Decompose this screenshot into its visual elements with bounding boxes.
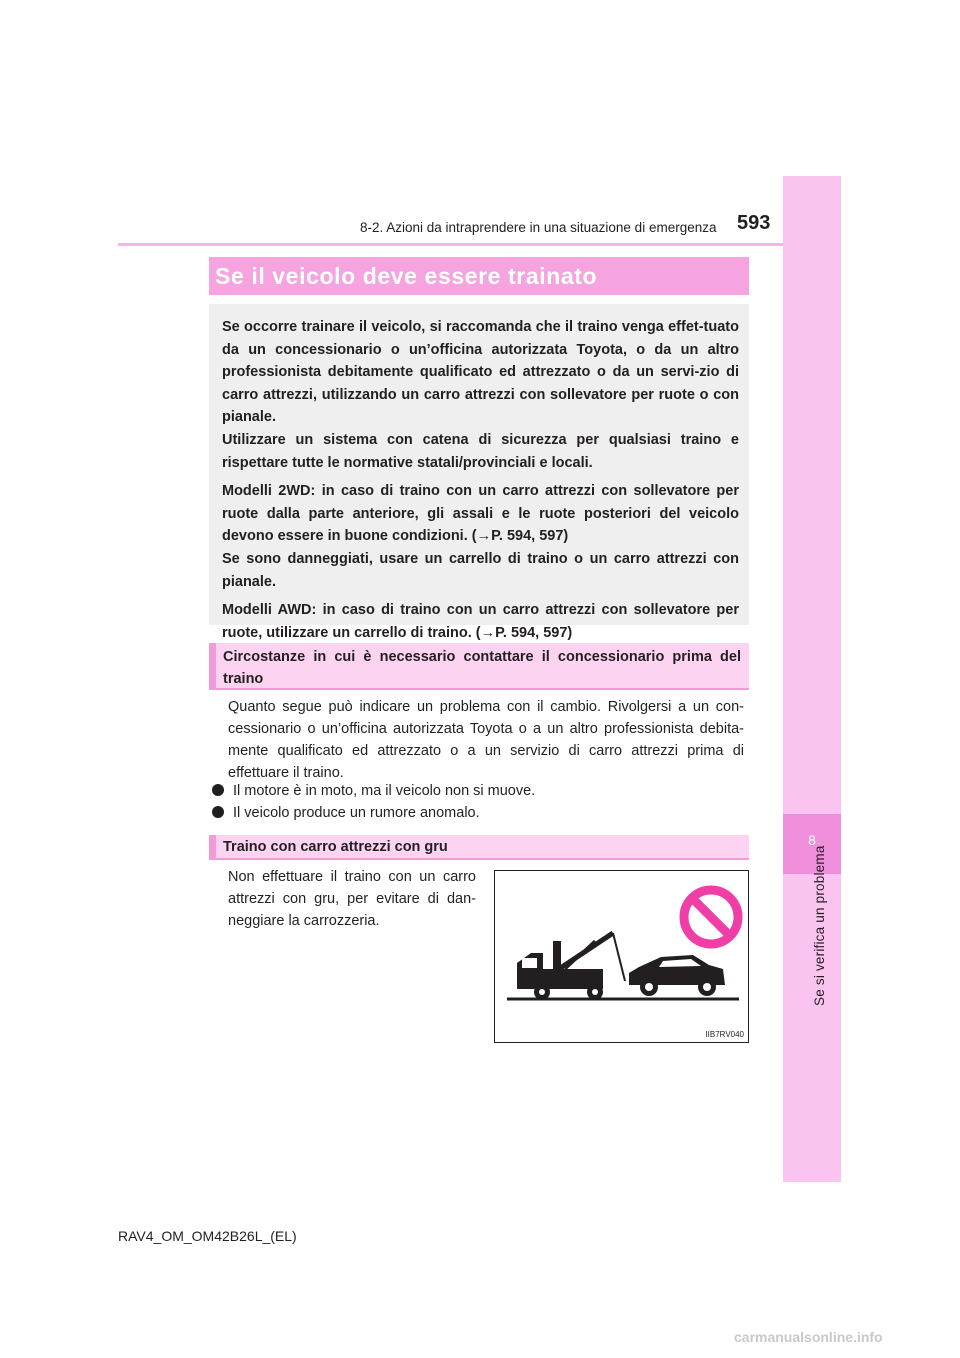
figure-code: IIB7RV040 — [705, 1030, 744, 1039]
section-heading-dealer: Circostanze in cui è necessario contattare il concessionario prima del traino — [209, 643, 749, 690]
intro-paragraph-5: Modelli AWD: in caso di traino con un carro attrezzi con sollevatore per ruote, utilizzare un carrello di traino. (→P. 594, 597) — [222, 602, 739, 641]
chapter-title: Se si verifica un problema — [812, 845, 827, 1006]
section-heading-crane: Traino con carro attrezzi con gru — [209, 835, 749, 860]
bullet-item: Il veicolo produce un rumore anomalo. — [212, 802, 480, 824]
intro-paragraph-1: Se occorre trainare il veicolo, si raccomanda che il traino venga effet-tuato da un concessionario o un’officina autorizzata Toyota, o da un altro professionista debitamente qualificato ed attrezzato o da un servi-zio di carro attrezzi, utilizzando un carro attrezzi con sollevatore per ruote o con pianale. — [222, 319, 739, 426]
header-rule — [118, 243, 783, 246]
section-body-crane: Non effettuare il traino con un carro attrezzi con gru, per evitare di dan-neggiare la carrozzeria. — [228, 869, 476, 929]
document-code: RAV4_OM_OM42B26L_(EL) — [118, 1228, 297, 1244]
watermark: carmanualsonline.info — [734, 1329, 883, 1345]
tow-truck-icon — [517, 933, 625, 1000]
chapter-number: 8 — [808, 832, 816, 848]
section-header: 8-2. Azioni da intraprendere in una situazione di emergenza — [360, 220, 717, 235]
car-icon — [629, 955, 725, 996]
bullet-icon — [212, 806, 224, 818]
bullet-item: Il motore è in moto, ma il veicolo non si muove. — [212, 780, 535, 802]
intro-paragraph-4: Se sono danneggiati, usare un carrello di traino o un carro attrezzi con pianale. — [222, 550, 739, 590]
intro-box — [209, 304, 749, 641]
intro-paragraph-3: Modelli 2WD: in caso di traino con un carro attrezzi con sollevatore per ruote dalla parte anteriore, gli assali e le ruote posteriori del veicolo devono essere in buone condizioni. (→P. 594, 597) — [222, 483, 739, 545]
page-title: Se il veicolo deve essere trainato — [209, 257, 749, 295]
section-body-dealer: Quanto segue può indicare un problema con il cambio. Rivolgersi a un con-cessionario o un’officina autorizzata Toyota o a un altro professionista debita-mente qualificato ed attrezzato o a un servizio di carro attrezzi prima di effettuare il traino. — [228, 699, 744, 781]
prohibited-icon — [684, 890, 738, 944]
intro-paragraph-2: Utilizzare un sistema con catena di sicurezza per qualsiasi traino e rispettare tutte le normative statali/provinciali e locali. — [222, 431, 739, 471]
tow-truck-figure — [494, 870, 749, 1043]
chapter-side-tab — [783, 176, 841, 1182]
prohibited-tow-illustration — [495, 871, 748, 1042]
bullet-icon — [212, 784, 224, 796]
page-number: 593 — [737, 212, 771, 234]
